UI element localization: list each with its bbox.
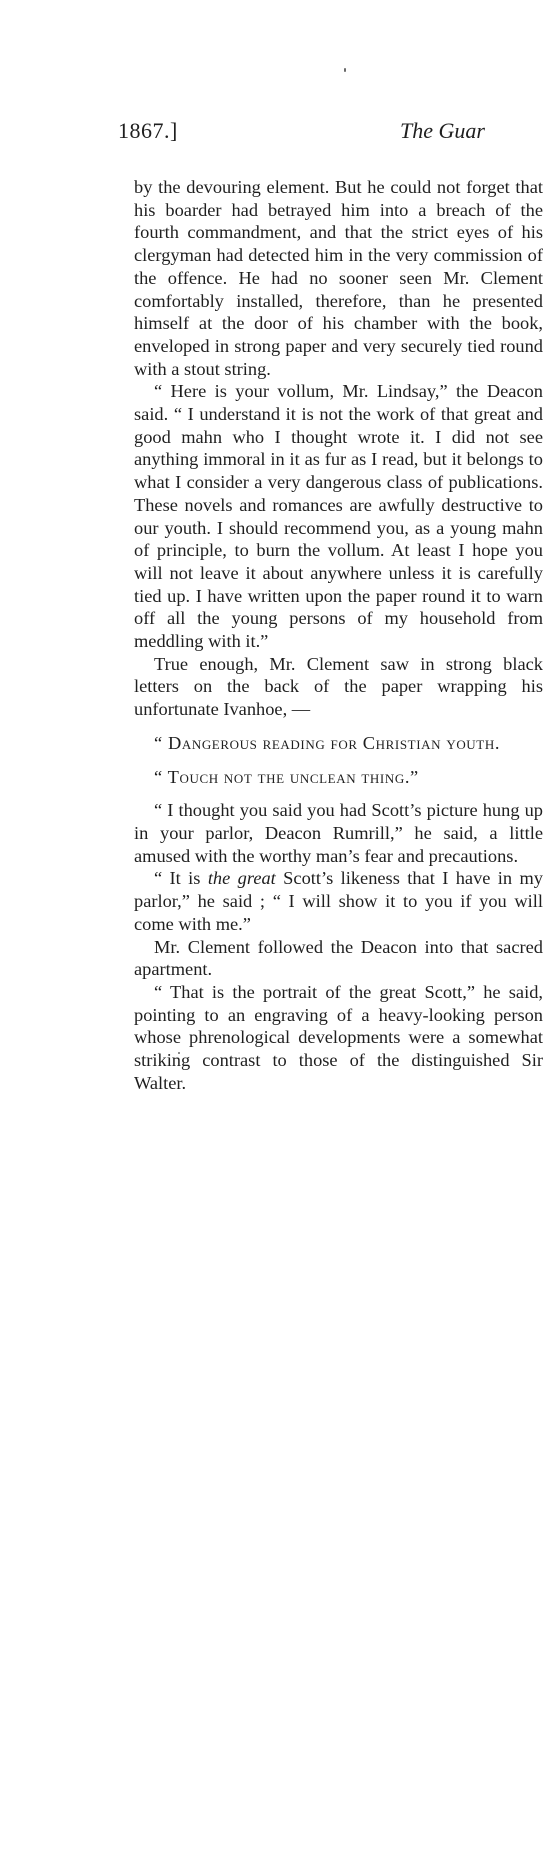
paragraph: [134, 867, 543, 935]
article-text: [134, 176, 543, 1094]
ink-speck: [344, 68, 346, 72]
paragraph: True enough, Mr. Clement saw in strong black letters on the back of the paper wrapping his unfortunate Ivanhoe, —: [134, 653, 543, 720]
paragraph: “ Here is your vollum, Mr. Lindsay,” the Deacon said. “ I understand it is not the work of that great and good mahn who I thought wrote it. I did not see anything immoral in it as fur as I read, but it belongs to what I consider a very dangerous class of publications. These novels and romances are awfully destructive to our youth. I should recommend you, as a young mahn of principle, to burn the vollum. At least I hope you will not leave it about anywhere unless it is carefully tied up. I have written upon the paper round it to warn off all the young persons of my household from meddling with it.”: [134, 381, 543, 652]
warning-inscription: “ Touch not the unclean thing.”: [154, 766, 419, 787]
running-head-title: The Guar: [400, 118, 485, 143]
warning-inscription: “ Dangerous reading for Christian youth.: [154, 732, 501, 753]
paragraph: by the devouring element. But he could not forget that his boarder had betrayed him into a breach of the fourth commandment, and that the strict eyes of his clergyman had detected him in the very commission of the offence. He had no sooner seen Mr. Clement comfortably installed, therefore, than he presented himself at the door of his chamber with the book, enveloped in strong paper and very securely tied round with a stout string.: [134, 177, 543, 379]
emphasis-text: the great: [207, 868, 276, 889]
running-head-year: 1867.]: [118, 118, 178, 143]
paragraph: “ That is the portrait of the great Scott,” he said, pointing to an engraving of a heavy-looking person whose phrenological developments were a somewhat striking contrast to those of the distinguished Sir Walter.: [134, 981, 543, 1093]
running-head: [118, 118, 559, 148]
paragraph: “ I thought you said you had Scott’s picture hung up in your parlor, Deacon Rumrill,” he said, a little amused with the worthy man’s fear and precautions.: [134, 800, 543, 866]
paragraph: Mr. Clement followed the Deacon into that sacred apartment.: [134, 936, 543, 980]
paragraph-text: Scott’s likeness that I have in my parlor,” he said ; “ I will show it to you if you will come with me.”: [134, 868, 543, 934]
paragraph-text: “ It is: [154, 868, 208, 889]
